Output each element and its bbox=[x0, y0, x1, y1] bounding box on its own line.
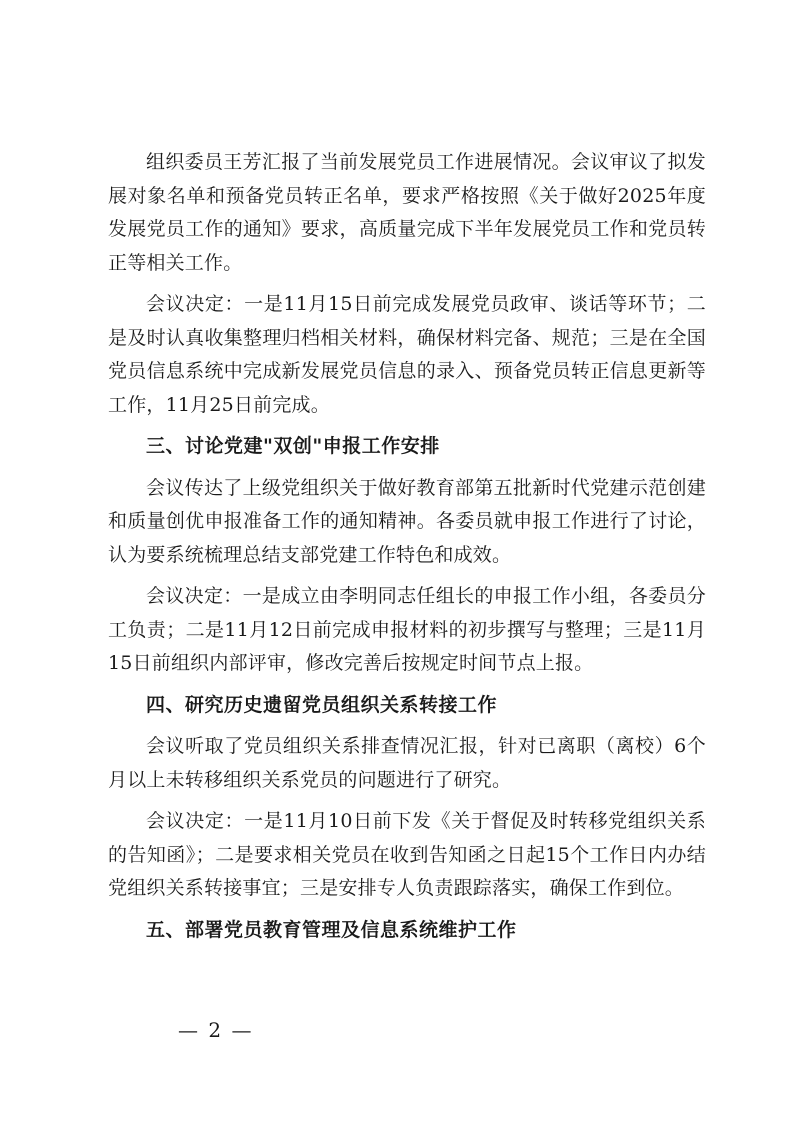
paragraph-relation-decision: 会议决定：一是11月10日前下发《关于督促及时转移党组织关系的告知函》；二是要求相关党员在收到告知函之日起15个工作日内办结党组织关系转接事宜；三是安排专人负责跟踪落实，确保工作到位。 bbox=[108, 810, 706, 899]
paragraph-development-decision: 会议决定：一是11月15日前完成发展党员政审、谈话等环节；二是及时认真收集整理归档相关材料，确保材料完备、规范；三是在全国党员信息系统中完成新发展党员信息的录入、预备党员转正信息更新等工作，11月25日前完成。 bbox=[108, 293, 706, 416]
paragraph-shuangchuang-notice: 会议传达了上级党组织关于做好教育部第五批新时代党建示范创建和质量创优申报准备工作的通知精神。各委员就申报工作进行了讨论，认为要系统梳理总结支部党建工作特色和成效。 bbox=[108, 476, 706, 566]
paragraph-relation-report: 会议听取了党员组织关系排查情况汇报，针对已离职（离校）6个月以上未转移组织关系党员的问题进行了研究。 bbox=[108, 735, 706, 791]
paragraph-development-report: 组织委员王芳汇报了当前发展党员工作进展情况。会议审议了拟发展对象名单和预备党员转正名单，要求严格按照《关于做好2025年度发展党员工作的通知》要求，高质量完成下半年发展党员工作和党员转正等相关工作。 bbox=[108, 151, 706, 274]
page-number: — 2 — bbox=[178, 1018, 254, 1042]
section-heading-4: 四、研究历史遗留党员组织关系转接工作 bbox=[146, 693, 498, 716]
section-heading-5: 五、部署党员教育管理及信息系统维护工作 bbox=[146, 918, 517, 941]
section-heading-3: 三、讨论党建"双创"申报工作安排 bbox=[146, 435, 440, 457]
document-body bbox=[108, 146, 706, 955]
paragraph-shuangchuang-decision: 会议决定：一是成立由李明同志任组长的申报工作小组，各委员分工负责；二是11月12日前完成申报材料的初步撰写与整理；三是11月15日前组织内部评审，修改完善后按规定时间节点上报。 bbox=[108, 585, 706, 674]
